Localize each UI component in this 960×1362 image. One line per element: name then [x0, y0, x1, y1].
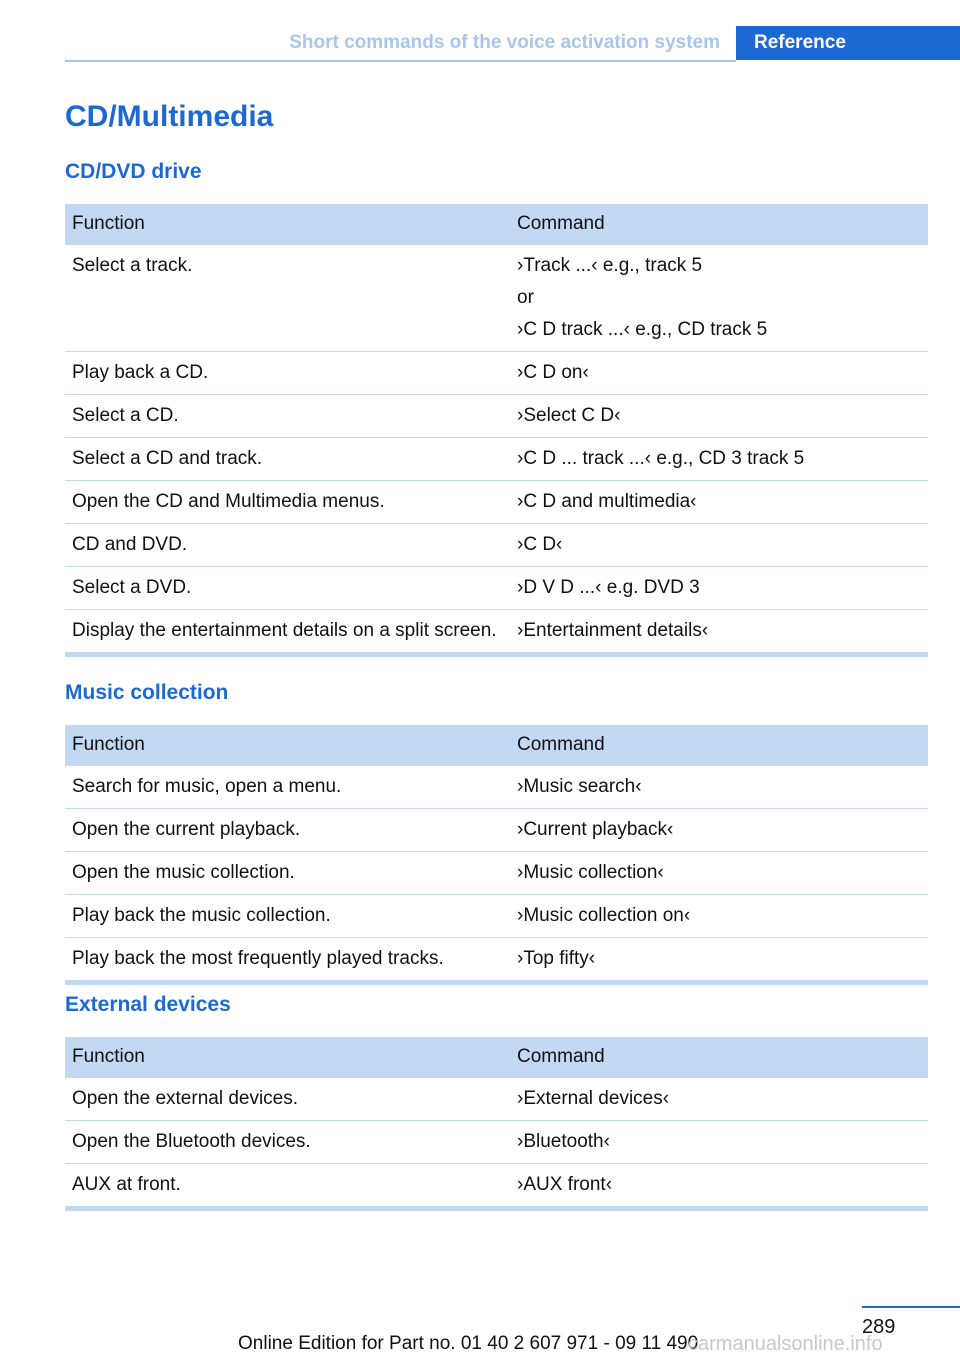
function-cell: Search for music, open a menu. [65, 765, 510, 808]
function-cell: Select a DVD. [65, 566, 510, 609]
command-cell [510, 523, 928, 566]
section-title: CD/DVD drive [65, 160, 202, 183]
section-title: Music collection [65, 681, 229, 704]
section-title: External devices [65, 993, 231, 1016]
footer-edition: Online Edition for Part no. 01 40 2 607 971 - 09 11 490 [238, 1333, 699, 1354]
table-row [65, 394, 928, 437]
page-title: CD/Multimedia [65, 100, 274, 133]
table-row [65, 1077, 928, 1120]
command-cell [510, 937, 928, 982]
column-header-command: Command [510, 204, 928, 244]
command-cell [510, 609, 928, 654]
function-cell: Select a CD and track. [65, 437, 510, 480]
table-row [65, 566, 928, 609]
column-header-command: Command [510, 1037, 928, 1077]
command-cell [510, 1163, 928, 1208]
column-header-function: Function [65, 1037, 510, 1077]
table-row [65, 1120, 928, 1163]
command-text: ›Bluetooth‹ [517, 1130, 610, 1152]
column-header-function: Function [65, 204, 510, 244]
column-header-command: Command [510, 725, 928, 765]
command-cell [510, 894, 928, 937]
function-cell: Play back the music collection. [65, 894, 510, 937]
command-cell [510, 244, 928, 351]
command-table-music [65, 725, 928, 985]
command-table-external [65, 1037, 928, 1211]
table-body [65, 244, 928, 654]
table-row [65, 765, 928, 808]
command-cell [510, 808, 928, 851]
table-header-row [65, 1037, 928, 1077]
function-cell: Display the entertainment details on a split screen. [65, 609, 510, 654]
function-cell: Open the CD and Multimedia menus. [65, 480, 510, 523]
header-rule [65, 60, 736, 62]
table-row [65, 244, 928, 351]
table-row [65, 437, 928, 480]
command-cell [510, 1120, 928, 1163]
function-cell: CD and DVD. [65, 523, 510, 566]
command-cell [510, 566, 928, 609]
function-cell: Open the Bluetooth devices. [65, 1120, 510, 1163]
command-table-cd-dvd [65, 204, 928, 657]
table-body [65, 1077, 928, 1208]
table-row [65, 1163, 928, 1208]
watermark: carmanualsonline.info [688, 1333, 883, 1355]
running-header-tab: Reference [736, 26, 960, 60]
command-text: ›Top fifty‹ [517, 947, 596, 969]
command-text: ›Music search‹ [517, 775, 642, 797]
table-row [65, 808, 928, 851]
function-cell: Play back a CD. [65, 351, 510, 394]
page-number: 289 [862, 1316, 896, 1338]
table-row [65, 609, 928, 654]
command-text: ›External devices‹ [517, 1087, 670, 1109]
command-cell [510, 437, 928, 480]
command-text: ›AUX front‹ [517, 1173, 613, 1195]
command-text: ›C D track ...‹ e.g., CD track 5 [517, 318, 768, 340]
table-row [65, 480, 928, 523]
function-cell: Play back the most frequently played tracks. [65, 937, 510, 982]
function-cell: Select a CD. [65, 394, 510, 437]
function-cell: Open the external devices. [65, 1077, 510, 1120]
function-cell: AUX at front. [65, 1163, 510, 1208]
command-text: ›Entertainment details‹ [517, 619, 709, 641]
command-text: ›Track ...‹ e.g., track 5 [517, 254, 703, 276]
table-header-row [65, 204, 928, 244]
command-text: or [517, 286, 534, 308]
command-text: ›Music collection on‹ [517, 904, 691, 926]
command-text: ›Select C D‹ [517, 404, 621, 426]
table-header-row [65, 725, 928, 765]
table-body [65, 765, 928, 982]
command-cell [510, 480, 928, 523]
command-text: ›C D and multimedia‹ [517, 490, 697, 512]
function-cell: Select a track. [65, 244, 510, 351]
command-cell [510, 394, 928, 437]
page-number-rule [862, 1306, 960, 1308]
function-cell: Open the current playback. [65, 808, 510, 851]
command-text: ›C D ... track ...‹ e.g., CD 3 track 5 [517, 447, 805, 469]
command-cell [510, 851, 928, 894]
table-row [65, 937, 928, 982]
command-cell [510, 351, 928, 394]
command-cell [510, 1077, 928, 1120]
command-text: ›Current playback‹ [517, 818, 674, 840]
command-cell [510, 765, 928, 808]
command-text: ›C D on‹ [517, 361, 589, 383]
table-row [65, 894, 928, 937]
column-header-function: Function [65, 725, 510, 765]
function-cell: Open the music collection. [65, 851, 510, 894]
command-text: ›C D‹ [517, 533, 563, 555]
table-row [65, 851, 928, 894]
command-text: ›D V D ...‹ e.g. DVD 3 [517, 576, 700, 598]
table-row [65, 351, 928, 394]
command-text: ›Music collection‹ [517, 861, 664, 883]
running-header-section: Short commands of the voice activation system [289, 32, 720, 53]
table-row [65, 523, 928, 566]
